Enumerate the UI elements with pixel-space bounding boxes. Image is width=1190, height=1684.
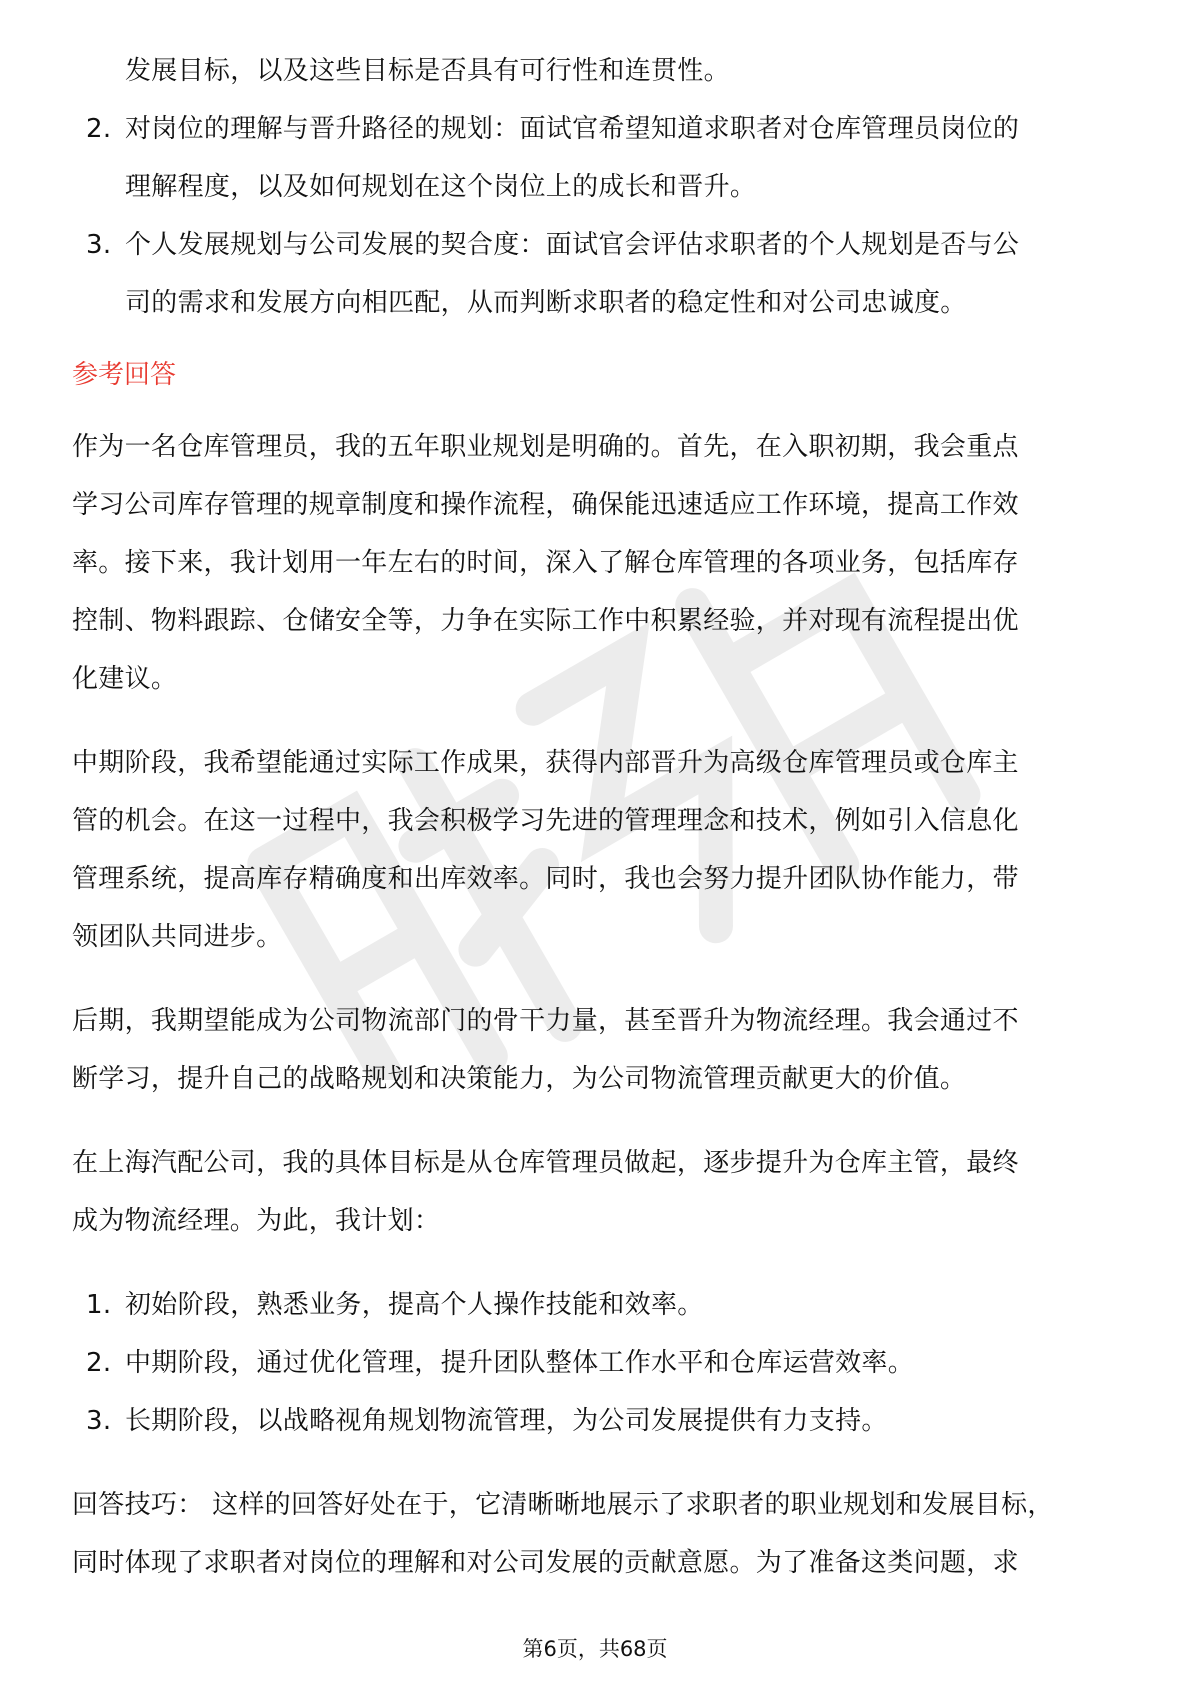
- plan-item: [72, 1392, 1120, 1450]
- list-number: 3.: [86, 1406, 112, 1436]
- plan-list: [72, 1276, 1120, 1450]
- paragraph-line: 作为一名仓库管理员，我的五年职业规划是明确的。首先，在入职初期，我会重点: [72, 432, 1019, 462]
- paragraph-line: 同时体现了求职者对岗位的理解和对公司发展的贡献意愿。为了准备这类问题，求: [72, 1548, 1019, 1578]
- list-text: 个人发展规划与公司发展的契合度：面试官会评估求职者的个人规划是否与公: [125, 230, 1020, 260]
- list-number: 2.: [86, 1348, 112, 1378]
- paragraph-line: 率。接下来，我计划用一年左右的时间，深入了解仓库管理的各项业务，包括库存: [72, 548, 1019, 578]
- answer-tips: [72, 1476, 1120, 1592]
- list-text: 初始阶段，熟悉业务，提高个人操作技能和效率。: [125, 1290, 704, 1320]
- answer-paragraph-2: [72, 734, 1120, 966]
- list-number: 3.: [86, 230, 112, 260]
- list-text: 中期阶段，通过优化管理，提升团队整体工作水平和仓库运营效率。: [125, 1348, 915, 1378]
- list-number: 1.: [86, 1290, 112, 1320]
- answer-paragraph-3: [72, 992, 1120, 1108]
- criteria-item-2: [72, 100, 1120, 216]
- paragraph-line: 在上海汽配公司，我的具体目标是从仓库管理员做起，逐步提升为仓库主管，最终: [72, 1148, 1019, 1178]
- criteria-item-3: [72, 216, 1120, 332]
- list-text: 对岗位的理解与晋升路径的规划：面试官希望知道求职者对仓库管理员岗位的: [125, 114, 1020, 144]
- plan-item: [72, 1334, 1120, 1392]
- paragraph-line: 回答技巧： 这样的回答好处在于，它清晰晰地展示了求职者的职业规划和发展目标，: [72, 1490, 1054, 1520]
- paragraph-line: 管的机会。在这一过程中，我会积极学习先进的管理理念和技术，例如引入信息化: [72, 806, 1019, 836]
- list-text-continued: 理解程度，以及如何规划在这个岗位上的成长和晋升。: [125, 172, 757, 202]
- list-text-continued: 司的需求和发展方向相匹配，从而判断求职者的稳定性和对公司忠诚度。: [125, 288, 967, 318]
- list-text: 长期阶段，以战略视角规划物流管理，为公司发展提供有力支持。: [125, 1406, 888, 1436]
- paragraph-line: 控制、物料跟踪、仓储安全等，力争在实际工作中积累经验，并对现有流程提出优: [72, 606, 1019, 636]
- answer-paragraph-1: [72, 418, 1120, 708]
- paragraph-line: 成为物流经理。为此，我计划：: [72, 1206, 441, 1236]
- answer-paragraph-4: [72, 1134, 1120, 1250]
- paragraph-line: 中期阶段，我希望能通过实际工作成果，获得内部晋升为高级仓库管理员或仓库主: [72, 748, 1019, 778]
- paragraph-line: 化建议。: [72, 664, 178, 694]
- plan-item: [72, 1276, 1120, 1334]
- paragraph-line: 领团队共同进步。: [72, 922, 283, 952]
- list-number: 2.: [86, 114, 112, 144]
- document-body: [72, 42, 1120, 1592]
- section-heading: 参考回答: [72, 360, 177, 390]
- page-number-footer: 第6页，共68页: [522, 1637, 668, 1661]
- intro-line: 发展目标，以及这些目标是否具有可行性和连贯性。: [125, 56, 730, 86]
- paragraph-line: 管理系统，提高库存精确度和出库效率。同时，我也会努力提升团队协作能力，带: [72, 864, 1019, 894]
- paragraph-line: 断学习，提升自己的战略规划和决策能力，为公司物流管理贡献更大的价值。: [72, 1064, 967, 1094]
- paragraph-line: 学习公司库存管理的规章制度和操作流程，确保能迅速适应工作环境，提高工作效: [72, 490, 1019, 520]
- paragraph-line: 后期，我期望能成为公司物流部门的骨干力量，甚至晋升为物流经理。我会通过不: [72, 1006, 1019, 1036]
